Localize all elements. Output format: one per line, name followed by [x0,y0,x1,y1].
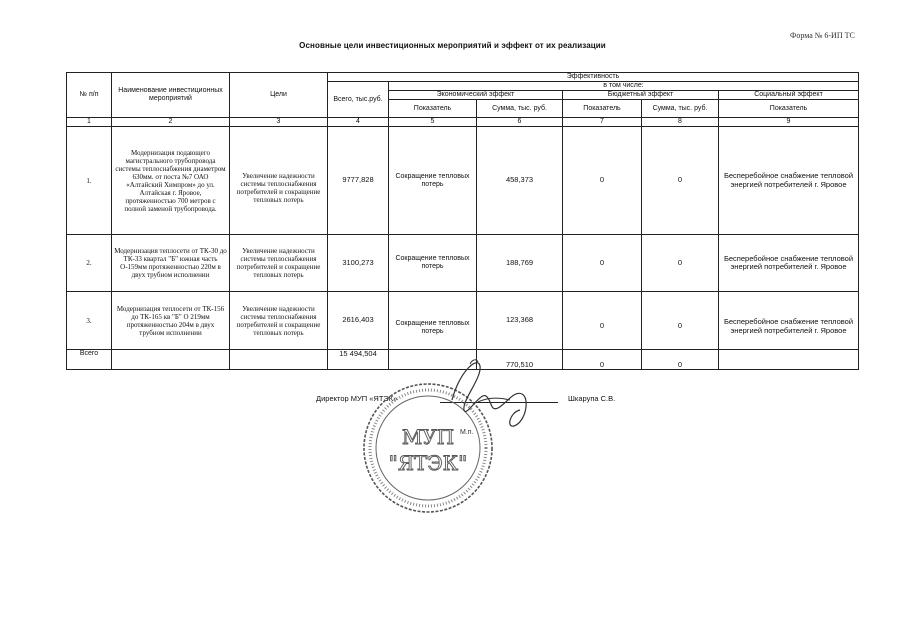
stamp-line-2: "ЯТЭК" [388,451,468,475]
row-budget-indicator: 0 [563,292,642,350]
row-econ-sum: 188,769 [477,235,563,292]
header-goals: Цели [230,73,328,118]
handwritten-signature [440,352,550,432]
total-budget-indicator: 0 [563,350,642,370]
row-social: Бесперебойное снабжение тепловой энергией потребителей г. Яровое [719,235,859,292]
row-econ-sum: 458,373 [477,127,563,235]
col-number: 4 [328,118,389,127]
row-goals: Увеличение надежности системы теплоснабжения потребителей и сокращение тепловых потерь [230,292,328,350]
row-name: Модернизация теплосети от ТК-30 до ТК-33 квартал "Б" южная часть О-159мм протяженностью 220м в двух трубном исполнении [112,235,230,292]
table-row [67,127,859,235]
header-social: Социальный эффект [719,91,859,100]
stamp-line-1: МУП [401,425,455,449]
header-budget-sum: Сумма, тыс. руб. [642,100,719,118]
total-label: Всего [67,350,112,370]
row-goals: Увеличение надежности системы теплоснабжения потребителей и сокращение тепловых потерь [230,235,328,292]
stamp-mark: М.п. [460,429,474,436]
row-econ-sum: 123,368 [477,292,563,350]
row-budget-sum: 0 [642,292,719,350]
row-name: Модернизация подающего магистрального трубопровода системы теплоснабжения диаметром 630мм. от поста №7 ОАО «Алтайский Химпром» до ул. Алтайская г. Яровое, протяженностью 700 метров с полной заменой трубопровода. [112,127,230,235]
row-total: 9777,828 [328,127,389,235]
row-econ-indicator: Сокращение тепловых потерь [389,235,477,292]
row-econ-indicator: Сокращение тепловых потерь [389,292,477,350]
row-goals: Увеличение надежности системы теплоснабжения потребителей и сокращение тепловых потерь [230,127,328,235]
col-number: 8 [642,118,719,127]
col-number: 9 [719,118,859,127]
header-num: № п/п [67,73,112,118]
col-number: 6 [477,118,563,127]
header-including: в том числе: [389,82,859,91]
col-number: 2 [112,118,230,127]
total-empty-cell [112,350,230,370]
row-total: 2616,403 [328,292,389,350]
total-empty-cell [230,350,328,370]
total-sum: 15 494,504 [328,350,389,370]
total-econ-sum: 770,510 [477,350,563,370]
row-total: 3100,273 [328,235,389,292]
form-number: Форма № 6-ИП ТС [790,31,855,40]
row-budget-sum: 0 [642,235,719,292]
header-budget: Бюджетный эффект [563,91,719,100]
total-budget-sum: 0 [642,350,719,370]
page-title: Основные цели инвестиционных мероприятий и эффект от их реализации [299,41,606,50]
header-budget-indicator: Показатель [563,100,642,118]
row-budget-indicator: 0 [563,127,642,235]
header-econ-sum: Сумма, тыс. руб. [477,100,563,118]
header-total: Всего, тыс.руб. [328,82,389,118]
row-social: Бесперебойное снабжение тепловой энергией потребителей г. Яровое [719,127,859,235]
row-num: 2. [67,235,112,292]
investment-table [66,72,859,370]
row-econ-indicator: Сокращение тепловых потерь [389,127,477,235]
row-budget-sum: 0 [642,127,719,235]
row-name: Модернизация теплосети от ТК-156 до ТК-165 кв "Б" О 219мм протяженностью 204м в двух трубном исполнении [112,292,230,350]
col-number: 5 [389,118,477,127]
header-effectiveness: Эффективность [328,73,859,82]
header-social-indicator: Показатель [719,100,859,118]
header-name: Наименование инвестиционных мероприятий [112,73,230,118]
col-number: 1 [67,118,112,127]
header-economic: Экономический эффект [389,91,563,100]
table-row [67,235,859,292]
col-number: 7 [563,118,642,127]
row-budget-indicator: 0 [563,235,642,292]
director-label: Директор МУП «ЯТЭК» [316,394,398,403]
header-econ-indicator: Показатель [389,100,477,118]
director-name: Шкарупа С.В. [568,394,616,403]
total-empty-cell [719,350,859,370]
table-row [67,292,859,350]
row-num: 3. [67,292,112,350]
row-num: 1. [67,127,112,235]
row-social: Бесперебойное снабжение тепловой энергией потребителей г. Яровое [719,292,859,350]
col-number: 3 [230,118,328,127]
